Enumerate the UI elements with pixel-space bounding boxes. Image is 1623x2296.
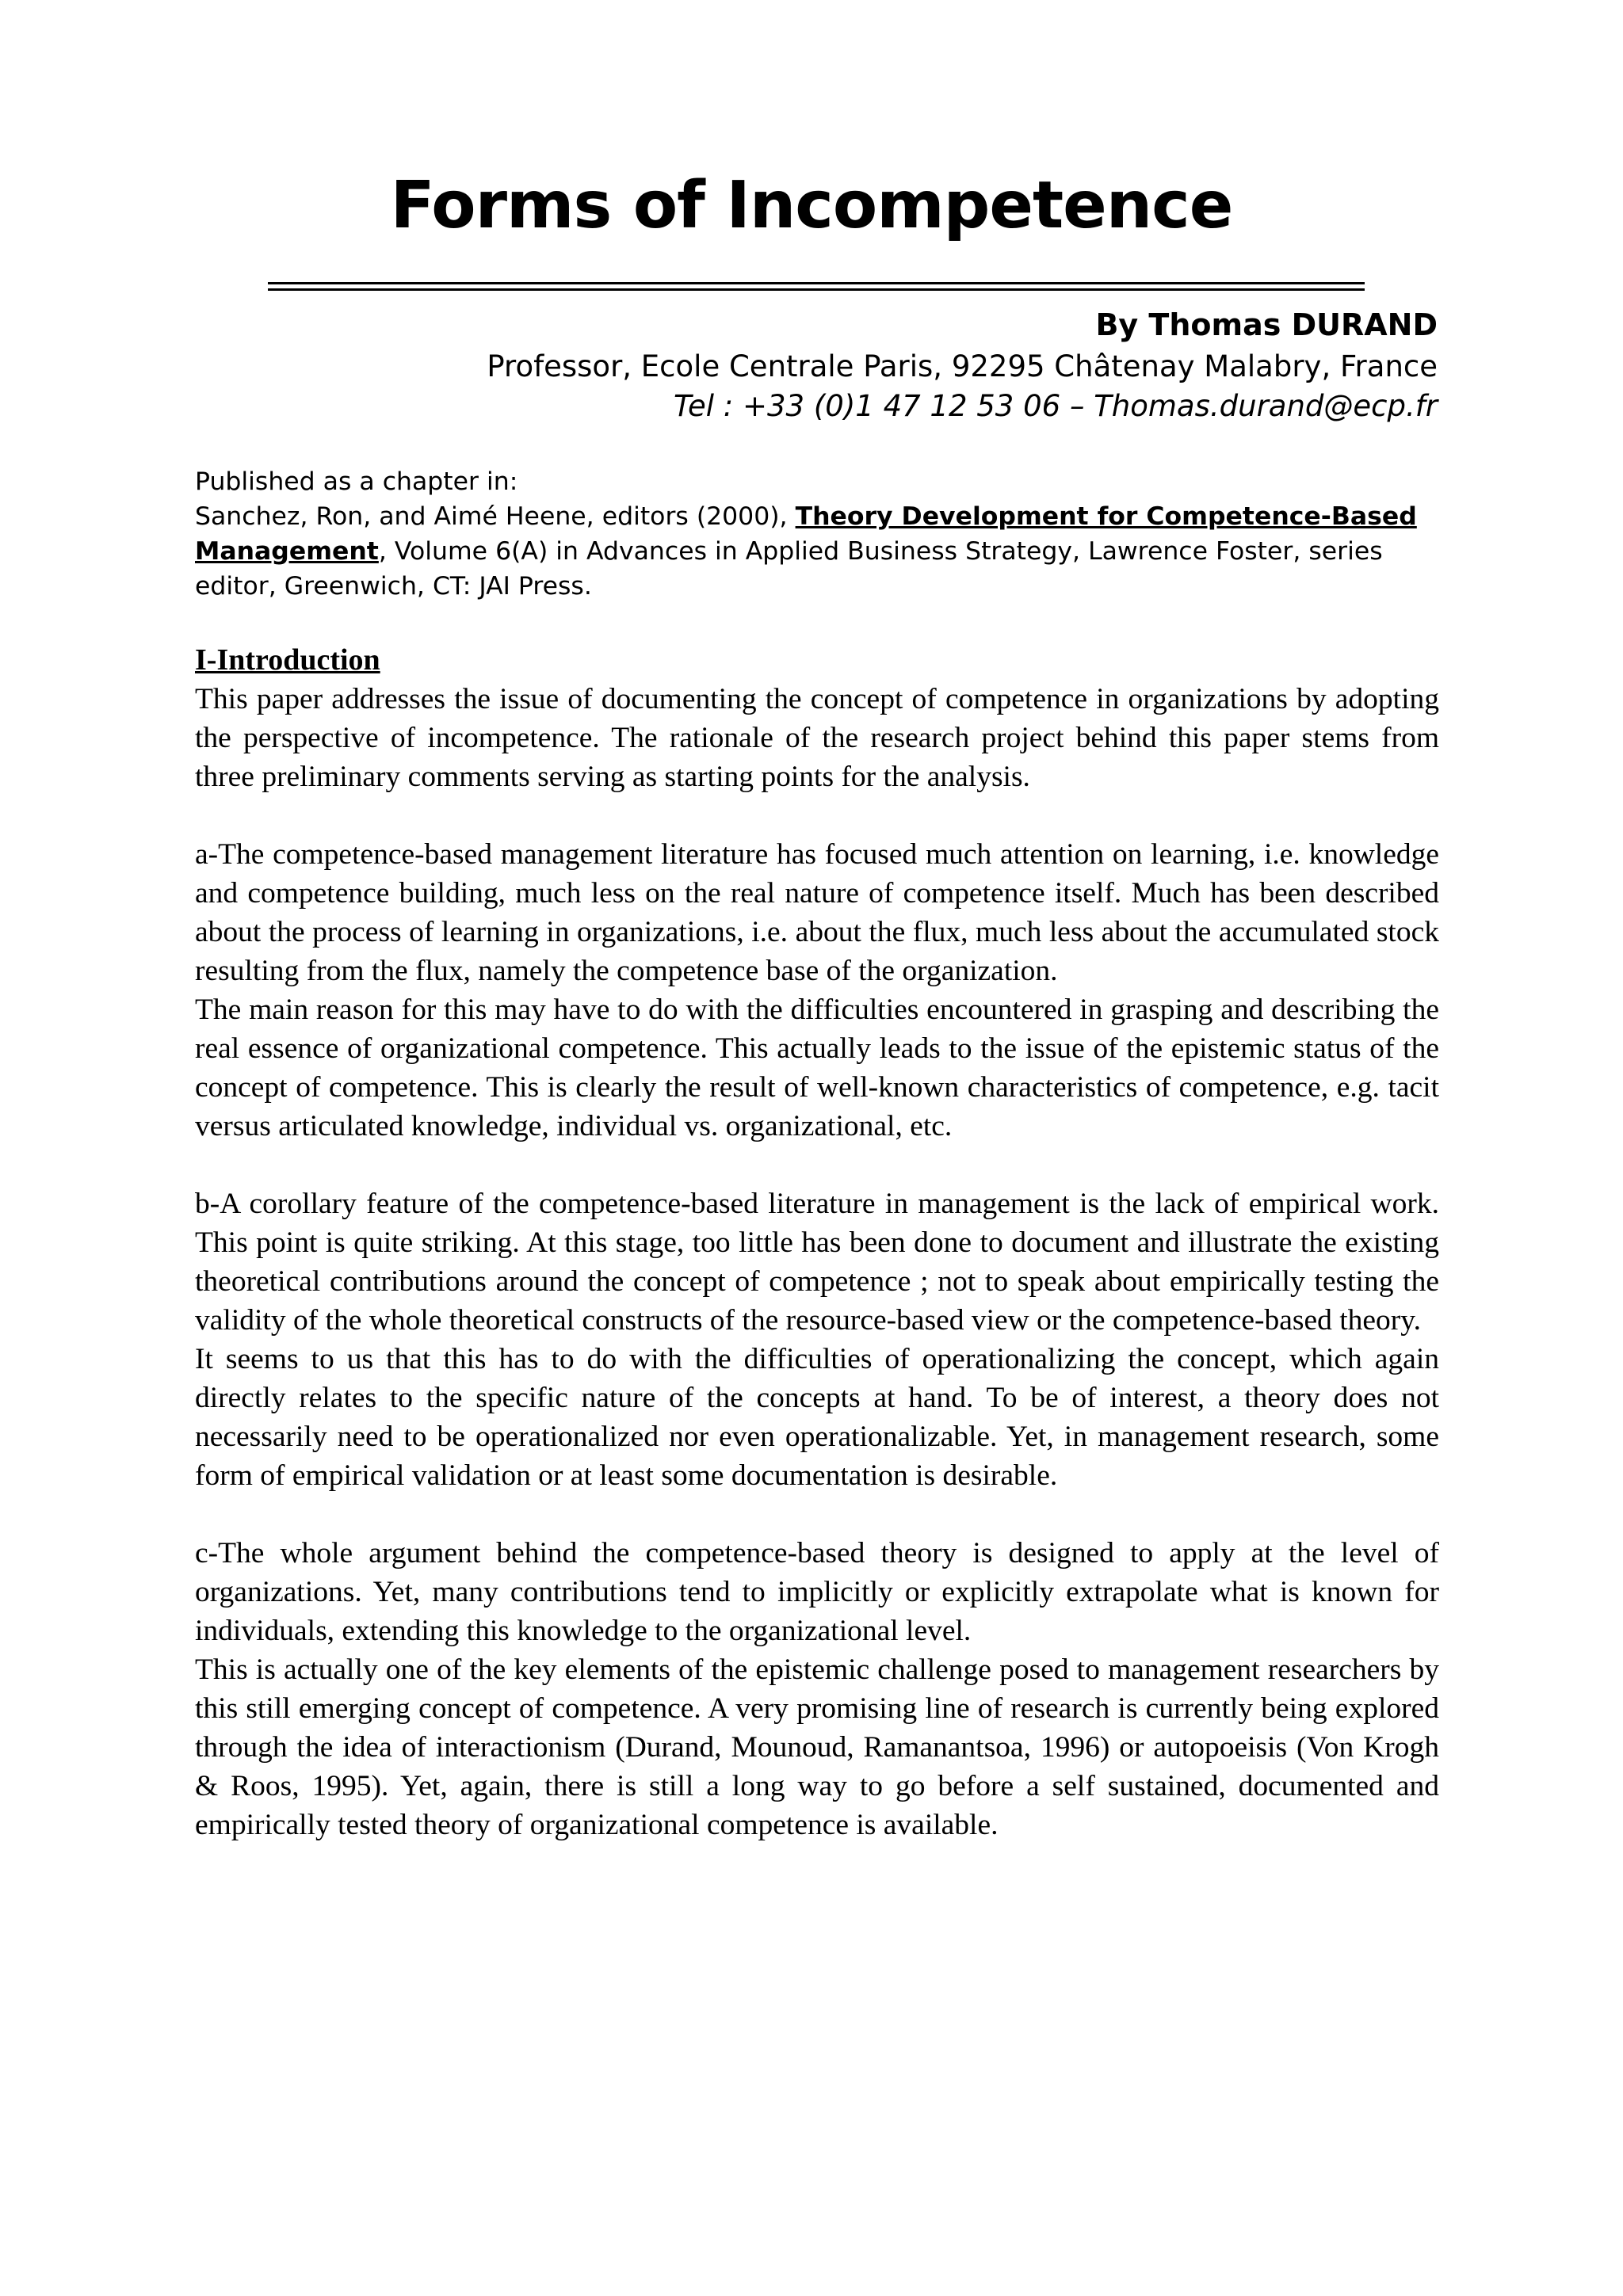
page-title: Forms of Incompetence bbox=[390, 168, 1233, 243]
introduction-section bbox=[195, 640, 1439, 1844]
title-rule-bottom bbox=[268, 288, 1365, 291]
author-byline: By Thomas DURAND bbox=[1095, 307, 1438, 342]
author-block bbox=[170, 303, 1438, 426]
paragraph-gap bbox=[195, 1146, 1439, 1184]
publication-editors: Sanchez, Ron, and Aimé Heene, editors (2000), bbox=[195, 502, 796, 531]
paragraph-4: b-A corollary feature of the competence-based literature in management is the lack of empirical work. This point is quite striking. At this stage, too little has been done to document and illustrate the existing theoretical contributions around the concept of competence ; not to speak about empirically testing the validity of the whole theoretical constructs of the resource-based view or the competence-based theory. bbox=[195, 1188, 1439, 1337]
publication-book-title: Theory Development for Competence-Based Management bbox=[195, 502, 1417, 566]
publication-details: , Volume 6(A) in Advances in Applied Business Strategy, Lawrence Foster, series editor, Greenwich, CT: JAI Press. bbox=[195, 537, 1383, 601]
publication-citation bbox=[195, 499, 1438, 604]
paragraph-5: It seems to us that this has to do with the difficulties of operationalizing the concept, which again directly relates to the specific nature of the concepts at hand. To be of interest, a theory does not necessarily need to be operationalized nor even operationalizable. Yet, in management research, some form of empirical validation or at least some documentation is desirable. bbox=[195, 1343, 1439, 1492]
paragraph-6: c-The whole argument behind the competence-based theory is designed to apply at the level of organizations. Yet, many contributions tend to implicitly or explicitly extrapolate what is known for individuals, extending this knowledge to the organizational level. bbox=[195, 1537, 1439, 1647]
publication-note bbox=[195, 464, 1438, 604]
title-rule-top bbox=[268, 282, 1365, 284]
paragraph-7: This is actually one of the key elements of the epistemic challenge posed to management researchers by this still emerging concept of competence. A very promising line of research is currently being explored through the idea of interactionism (Durand, Mounoud, Ramanantsoa, 1996) or autopoeisis (Von Krogh & Roos, 1995). Yet, again, there is still a long way to go before a self sustained, documented and empirically tested theory of organizational competence is available. bbox=[195, 1653, 1439, 1841]
author-contact: Tel : +33 (0)1 47 12 53 06 – Thomas.durand@ecp.fr bbox=[673, 389, 1438, 423]
publication-intro: Published as a chapter in: bbox=[195, 467, 518, 496]
paragraph-3: The main reason for this may have to do with the difficulties encountered in grasping and describing the real essence of organizational competence. This actually leads to the issue of the epistemic status of the concept of competence. This is clearly the result of well-known characteristics of competence, e.g. tacit versus articulated knowledge, individual vs. organizational, etc. bbox=[195, 994, 1439, 1142]
section-heading: I-Introduction bbox=[195, 643, 380, 677]
paragraph-gap bbox=[195, 796, 1439, 835]
paragraph-2: a-The competence-based management literature has focused much attention on learning, i.e. knowledge and competence building, much less on the real nature of competence itself. Much has been described about the process of learning in organizations, i.e. about the flux, much less about the accumulated stock resulting from the flux, namely the competence base of the organization. bbox=[195, 838, 1439, 987]
paragraph-1: This paper addresses the issue of documenting the concept of competence in organizations by adopting the perspective of incompetence. The rationale of the research project behind this paper stems from three preliminary comments serving as starting points for the analysis. bbox=[195, 683, 1439, 793]
author-affiliation: Professor, Ecole Centrale Paris, 92295 Châtenay Malabry, France bbox=[487, 349, 1438, 383]
paragraph-gap bbox=[195, 1495, 1439, 1534]
